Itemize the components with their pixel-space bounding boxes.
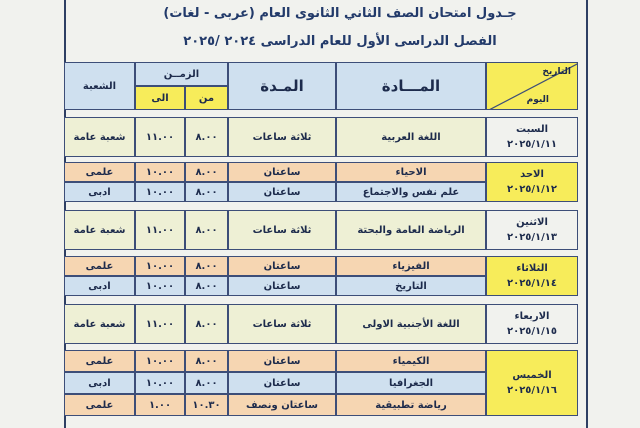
day-date: ٢٠٢٥/١/١٥ — [506, 326, 558, 337]
subject-cell: الكيمياء — [336, 350, 486, 372]
duration-cell: ساعتان — [228, 276, 336, 296]
duration-cell: ثلاثة ساعات — [228, 117, 336, 157]
from-cell: ٨.٠٠ — [185, 182, 228, 202]
day-cell — [486, 162, 578, 202]
subject-cell: علم نفس والاجتماع — [336, 182, 486, 202]
day-header: اليوم — [526, 95, 549, 105]
time-header: الزمــن — [135, 62, 228, 86]
from-cell: ١٠.٣٠ — [185, 394, 228, 416]
day-name: الثلاثاء — [516, 263, 548, 274]
from-cell: ٨.٠٠ — [185, 350, 228, 372]
from-header: من — [185, 86, 228, 110]
duration-cell: ساعتان — [228, 162, 336, 182]
to-cell: ١١.٠٠ — [135, 117, 185, 157]
subject-cell: الاحياء — [336, 162, 486, 182]
day-date: ٢٠٢٥/١/١٤ — [506, 278, 558, 289]
section-cell: ادبى — [64, 182, 135, 202]
to-cell: ١٠.٠٠ — [135, 350, 185, 372]
to-cell: ١٠.٠٠ — [135, 276, 185, 296]
day-date: ٢٠٢٥/١/١٦ — [506, 385, 558, 396]
day-name: الاثنين — [516, 217, 548, 228]
subject-cell: الجغرافيا — [336, 372, 486, 394]
page-subtitle: الفصل الدراسى الأول للعام الدراسى ٢٠٢٤ /٢٠٢٥ — [183, 34, 497, 49]
section-cell: شعبة عامة — [64, 117, 135, 157]
section-cell: علمى — [64, 394, 135, 416]
duration-header: المـدة — [228, 62, 336, 110]
to-cell: ١.٠٠ — [135, 394, 185, 416]
day-cell — [486, 350, 578, 416]
day-name: الاحد — [520, 169, 544, 180]
section-cell: علمى — [64, 350, 135, 372]
page-title: جـدول امتحان الصف الثاني الثانوى العام (عربى - لغات) — [163, 6, 517, 21]
to-header: الى — [135, 86, 185, 110]
subject-cell: اللغة العربية — [336, 117, 486, 157]
subject-cell: التاريخ — [336, 276, 486, 296]
day-name: السبت — [515, 124, 549, 135]
duration-cell: ساعتان — [228, 372, 336, 394]
day-cell — [486, 117, 578, 157]
to-cell: ١١.٠٠ — [135, 304, 185, 344]
section-cell: ادبى — [64, 276, 135, 296]
from-cell: ٨.٠٠ — [185, 276, 228, 296]
duration-cell: ثلاثة ساعات — [228, 210, 336, 250]
subject-cell: الرياضة العامة والبحتة — [336, 210, 486, 250]
subject-cell: الفيزياء — [336, 256, 486, 276]
subject-cell: رياضة تطبيقية — [336, 394, 486, 416]
to-cell: ١٠.٠٠ — [135, 162, 185, 182]
from-cell: ٨.٠٠ — [185, 210, 228, 250]
section-cell: شعبة عامة — [64, 210, 135, 250]
to-cell: ١٠.٠٠ — [135, 256, 185, 276]
from-cell: ٨.٠٠ — [185, 117, 228, 157]
day-cell — [486, 256, 578, 296]
day-name: الخميس — [512, 370, 552, 381]
from-cell: ٨.٠٠ — [185, 372, 228, 394]
from-cell: ٨.٠٠ — [185, 162, 228, 182]
day-date: ٢٠٢٥/١/١١ — [506, 139, 558, 150]
section-cell: علمى — [64, 256, 135, 276]
duration-cell: ساعتان ونصف — [228, 394, 336, 416]
date-header: التاريخ — [542, 67, 571, 77]
date-day-header — [486, 62, 578, 110]
from-cell: ٨.٠٠ — [185, 256, 228, 276]
duration-cell: ثلاثة ساعات — [228, 304, 336, 344]
section-header: الشعبة — [64, 62, 135, 110]
day-name: الاربعاء — [514, 311, 550, 322]
to-cell: ١١.٠٠ — [135, 210, 185, 250]
duration-cell: ساعتان — [228, 350, 336, 372]
duration-cell: ساعتان — [228, 182, 336, 202]
section-cell: علمى — [64, 162, 135, 182]
from-cell: ٨.٠٠ — [185, 304, 228, 344]
day-cell — [486, 210, 578, 250]
day-date: ٢٠٢٥/١/١٣ — [506, 232, 558, 243]
section-cell: شعبة عامة — [64, 304, 135, 344]
duration-cell: ساعتان — [228, 256, 336, 276]
subject-cell: اللغة الأجنبية الاولى — [336, 304, 486, 344]
day-date: ٢٠٢٥/١/١٢ — [506, 184, 558, 195]
section-cell: ادبى — [64, 372, 135, 394]
day-cell — [486, 304, 578, 344]
subject-header: المـــادة — [336, 62, 486, 110]
to-cell: ١٠.٠٠ — [135, 372, 185, 394]
to-cell: ١٠.٠٠ — [135, 182, 185, 202]
